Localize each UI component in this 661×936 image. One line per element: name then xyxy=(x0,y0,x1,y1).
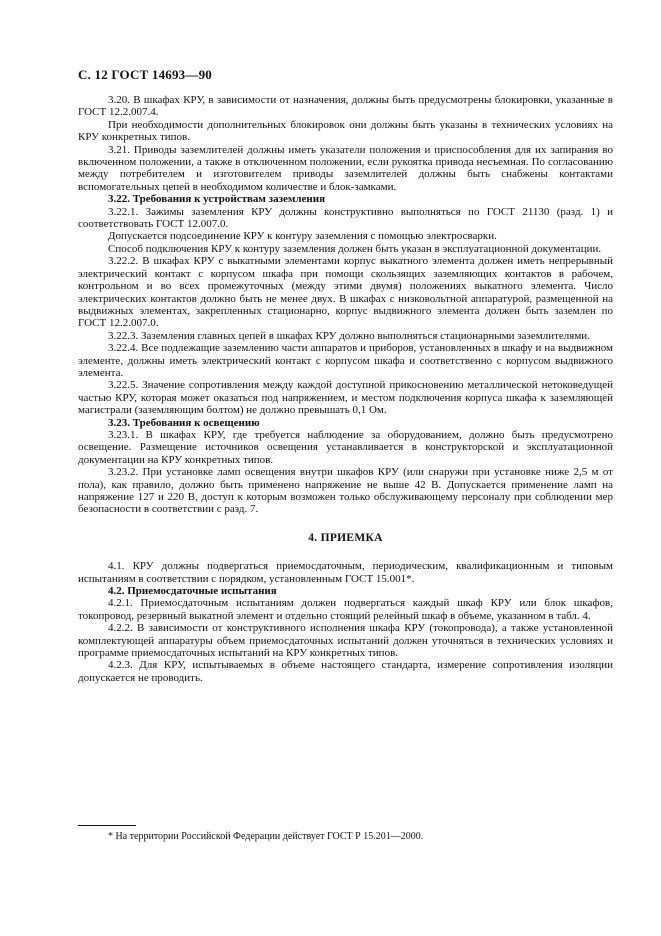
subheading-4-2: 4.2. Приемосдаточные испытания xyxy=(108,585,277,598)
paragraph-3-22-4: 3.22.4. Все подлежащие заземлению части аппаратов и приборов, установленных в шкафу и на выдвижном элементе, должны иметь электрический контакт с корпусом шкафа и соответственно с корпусом выдвижного элемента. xyxy=(78,342,613,379)
paragraph-4-2-1: 4.2.1. Приемосдаточным испытаниям должен подвергаться каждый шкаф КРУ или блок шкафов, токопровод, резервный выкатной элемент и отдельно стоящий релейный шкаф в объеме, указанном в табл. 4. xyxy=(78,597,613,622)
paragraph-4-2-2: 4.2.2. В зависимости от конструктивного исполнения шкафа КРУ (токопровода), а также установленной комплектующей аппаратуры объем приемосдаточных испытаний должен уточняться в технических условиях и программе приемосдаточных испытаний на КРУ конкретных типов. xyxy=(78,622,613,660)
paragraph-3-22-1-method: Способ подключения КРУ к контуру заземления должен быть указан в эксплуатационной документации. xyxy=(108,242,602,255)
paragraph-3-22-1: 3.22.1. Зажимы заземления КРУ должны конструктивно выполняться по ГОСТ 21130 (разд. 1) и соответствовать ГОСТ 12.007.0. xyxy=(78,205,613,231)
paragraph-3-23-1: 3.23.1. В шкафах КРУ, где требуется наблюдение за оборудованием, должно быть предусмотрено освещение. Размещение источников освещения устанавливается в конструкторской и эксплуатационной документации на КРУ конкретных типов. xyxy=(78,428,613,466)
document-body xyxy=(78,94,613,684)
paragraph-3-20-note: При необходимости дополнительных блокировок они должны быть указаны в технических условиях на КРУ конкретных типов. xyxy=(78,118,613,144)
footnote: * На территории Российской Федерации действует ГОСТ Р 15.201—2000. xyxy=(108,831,424,842)
paragraph-3-22-2: 3.22.2. В шкафах КРУ с выкатными элементами корпус выкатного элемента должен иметь непрерывный электрический контакт с корпусом шкафа при помощи скользящих заземляющих контактов в рабочем, контрольном и во всех промежуточных (между этими двумя) положениях выкатного элемента. Число электрических контактов должно быть не менее двух. В шкафах с низковольтной аппаратурой, размещенной на выдвижных элементах, закрепленных стационарно, корпус выдвижного элемента должен быть заземлен по ГОСТ 12.2.007.0. xyxy=(78,255,613,330)
section-3-body xyxy=(78,94,613,516)
paragraph-3-22-1-welding: Допускается подсоединение КРУ к контуру заземления с помощью электросварки. xyxy=(108,230,497,243)
section-4-title: 4. ПРИЕМКА xyxy=(308,531,383,544)
subheading-3-22: 3.22. Требования к устройствам заземления xyxy=(108,193,326,206)
paragraph-3-22-3: 3.22.3. Заземления главных цепей в шкафах КРУ должно выполняться стационарными заземлителями. xyxy=(108,329,590,342)
footnote-divider xyxy=(78,825,136,826)
paragraph-4-2-3: 4.2.3. Для КРУ, испытываемых в объеме настоящего стандарта, измерение сопротивления изоляции допускается не проводить. xyxy=(78,659,613,684)
paragraph-4-1: 4.1. КРУ должны подвергаться приемосдаточным, периодическим, квалификационным и типовым испытаниям в соответствии с порядком, установленным ГОСТ 15.001*. xyxy=(78,560,613,585)
paragraph-3-20: 3.20. В шкафах КРУ, в зависимости от назначения, должны быть предусмотрены блокировки, указанные в ГОСТ 12.2.007.4. xyxy=(78,94,613,119)
subheading-3-23: 3.23. Требования к освещению xyxy=(108,416,260,429)
paragraph-3-22-5: 3.22.5. Значение сопротивления между каждой доступной прикосновению металлической нетоковедущей частью КРУ, которая может оказаться под напряжением, и местом подключения корпуса шкафа к заземляющей магистрали (заземляющим болтом) не должно превышать 0,1 Ом. xyxy=(78,379,613,417)
paragraph-3-23-2: 3.23.2. При установке ламп освещения внутри шкафов КРУ (или снаружи при установке ниже 2,5 м от пола), как правило, должно быть применено напряжение не выше 42 В. Допускается применение ламп на напряжение 127 и 220 В, доступ к которым возможен только обслуживающему персоналу при соблюдении мер безопасности в соответствии с разд. 7. xyxy=(78,466,613,516)
paragraph-3-21: 3.21. Приводы заземлителей должны иметь указатели положения и приспособления для их запирания во включенном положении, а также в отключенном положении, если рукоятка привода несъемная. По согласованию между потребителем и изготовителем приводы заземлителей должны быть снабжены контактами вспомогательных цепей в необходимом количестве и блок-замками. xyxy=(78,143,613,193)
section-4-body xyxy=(78,560,613,684)
page-header: С. 12 ГОСТ 14693—90 xyxy=(78,67,212,82)
